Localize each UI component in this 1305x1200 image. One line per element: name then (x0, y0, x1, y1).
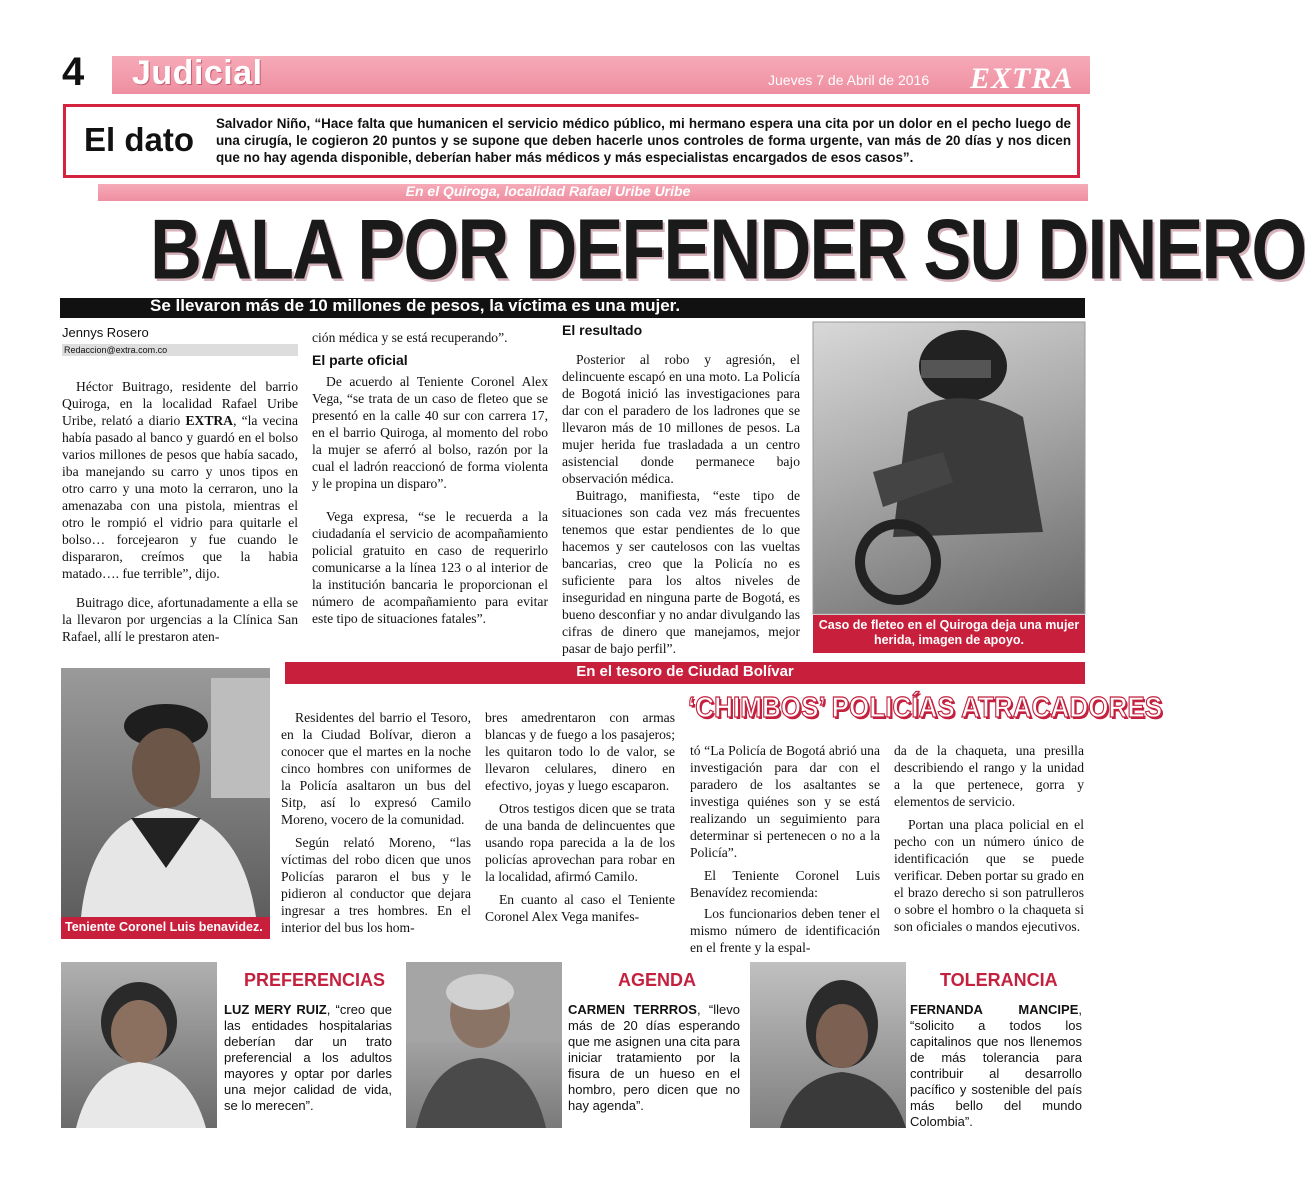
story2-column-1 (281, 709, 471, 948)
subheading: El resultado (562, 322, 643, 338)
opinion-text-2 (568, 1002, 740, 1114)
police-officer-image (61, 668, 270, 917)
opinion-photo-1 (61, 962, 217, 1128)
paragraph: Vega expresa, “se le recuerda a la ciudadanía el servicio de acompañamiento policial gratuito en caso de requerirlo comunicarse a la línea 123 o al interior de la institución bancaria le proporcionan el número de acompañamiento para evitar este tipo de situaciones fatales”. (312, 509, 548, 626)
extra-logo (970, 62, 1082, 95)
opinion-quote: , “llevo más de 20 días esperando que me asignen una cita para iniciar tratamiento por la fisura de un hueso en el hombro, pero dicen que no hay agenda”. (568, 1002, 740, 1113)
story1-photo (813, 322, 1085, 614)
story1-photo-caption: Caso de fleteo en el Quiroga deja una mujer herida, imagen de apoyo. (813, 615, 1085, 653)
page-number: 4 (62, 50, 85, 94)
paragraph: tó “La Policía de Bogotá abrió una investigación para dar con el paradero de los asaltantes se investiga quiénes son y se está realizando un seguimiento para determinar si pertenecen o no a la Policía”. (690, 743, 880, 860)
story2-kicker: En el tesoro de Ciudad Bolívar (576, 663, 794, 680)
paragraph: El Teniente Coronel Luis Benavídez recomienda: (690, 868, 880, 900)
opinion-title-2: AGENDA (618, 970, 697, 990)
opinion-quote: , “creo que las entidades hospitalarias deberían dar un trato preferencial a los adultos mayores y optar por darles una mejor calidad de vida, se lo merecen”. (224, 1002, 392, 1113)
opinion-photo-3 (750, 962, 906, 1128)
el-dato-box (63, 104, 1080, 178)
opinion-name: LUZ MERY RUIZ (224, 1002, 327, 1017)
paragraph: Portan una placa policial en el pecho con un número único de identificación que se puede verificar. Deben portar su grado en el brazo derecho si son patrulleros o sobre el hombro o la chaqueta si son oficiales o mandos ejecutivos. (894, 817, 1084, 934)
opinion-title-3: TOLERANCIA (940, 970, 1058, 990)
opinion-text-1 (224, 1002, 392, 1114)
paragraph: De acuerdo al Teniente Coronel Alex Vega, “se trata de un caso de fleteo que se presentó en la calle 40 sur con carrera 17, en el barrio Quiroga, al momento del robo la mujer se aferró al bolso, razón por la cual el ladrón reaccionó de forma violenta y le propina un disparo”. (312, 374, 548, 491)
story1-headline: BALA POR DEFENDER SU DINERO (150, 203, 1305, 298)
el-dato-label: El dato (84, 121, 195, 158)
opinion-title-1: PREFERENCIAS (244, 970, 386, 990)
opinion-quote: , “solicito a todos los capitalinos que nos llenemos de más tolerancia para contribuir al desarrollo pacífico y sostenible del país más bello del mundo Colombia”. (910, 1002, 1082, 1129)
author-name: Jennys Rosero (62, 325, 149, 340)
opinion-name: CARMEN TERRROS (568, 1002, 697, 1017)
story1-column-2 (312, 329, 548, 639)
text-run: Héctor Buitrago, residente del barrio Quiroga, en la localidad Rafael Uribe Uribe, relató a diario (62, 379, 298, 428)
opinion-photo-2 (406, 962, 562, 1128)
paragraph: Otros testigos dicen que se trata de una banda de delincuentes que usando ropa parecida a la de los policías aprovechan para robar en la localidad, afirmó Camilo. (485, 801, 675, 884)
issue-date: Jueves 7 de Abril de 2016 (768, 72, 930, 88)
story2-headline: ‘CHIMBOS’ POLICÍAS ATRACADORES (688, 692, 1163, 724)
story2-column-4 (894, 742, 1084, 947)
elderly-woman-image (406, 962, 562, 1128)
story2-column-3 (690, 742, 880, 968)
young-woman-image (750, 962, 906, 1128)
paragraph: ción médica y se está recuperando”. (312, 330, 508, 345)
story1-subhead: Se llevaron más de 10 millones de pesos, la víctima es una mujer. (150, 296, 681, 315)
woman-portrait-image (61, 962, 217, 1128)
story2-photo-caption: Teniente Coronel Luis benavidez. (61, 917, 270, 939)
paragraph: Buitrago dice, afortunadamente a ella se la llevaron por urgencias a la Clínica San Rafael, allí le prestaron aten- (62, 595, 298, 644)
paragraph: Buitrago, manifiesta, “este tipo de situaciones son cada vez más frecuentes tenemos que estar pendientes de lo que hacemos y ser cautelosos con las vueltas bancarias, creo que la Policía no es suficiente para los altos niveles de inseguridad en ninguna parte de Bogotá, es bueno desconfiar y no andar divulgando las cifras de dinero que manejamos, mejor pasar de bajo perfil”. (562, 488, 800, 656)
story2-column-2 (485, 709, 675, 937)
opinion-name: FERNANDA MANCIPE (910, 1002, 1079, 1017)
story1-kicker: En el Quiroga, localidad Rafael Uribe Uribe (405, 183, 691, 199)
story2-photo (61, 668, 270, 917)
text-run-bold: EXTRA (185, 413, 234, 428)
paragraph: En cuanto al caso el Teniente Coronel Alex Vega manifes- (485, 892, 675, 924)
section-title: Judicial (132, 54, 263, 92)
story1-column-1 (62, 378, 298, 657)
paragraph (62, 378, 298, 582)
author-email: Redaccion@extra.com.co (62, 344, 298, 356)
logo-text: EXTRA (970, 62, 1074, 95)
text-run: , “la vecina había pasado al banco y guardó en el bolso varios millones de pesos que había sacado, iba manejando su carro y unos tipos en otro carro y una moto la cerraron, uno la amenazaba con una pistola, mientras el otro le rompió el vidrio para quitarle el bolso… forcejearon y fue cuando le dispararon, creímos que la habia matado…. fue terrible”, dijo. (62, 413, 298, 581)
page-header (62, 52, 1090, 98)
paragraph: Posterior al robo y agresión, el delincuente escapó en una moto. La Policía de Bogotá inició las investigaciones para dar con el paradero de los ladrones que se llevaron más de 10 millones de pesos. La mujer herida fue trasladada a un centro asistencial donde permanece bajo observación médica. (562, 352, 800, 486)
el-dato-text: Salvador Niño, “Hace falta que humanicen el servicio médico público, mi hermano espera una cita por un dolor en el pecho luego de una cirugía, le cogieron 20 puntos y se supone que deben hacerle unos controles de forma urgente, van más de 20 días y nos dicen que no hay agenda disponible, deberían haber más médicos y más especialistas encargados de esos casos”. (216, 116, 1071, 165)
paragraph: Los funcionarios deben tener el mismo número de identificación en el frente y la espal- (690, 906, 880, 955)
subheading: El parte oficial (312, 352, 408, 368)
story1-column-3 (562, 318, 800, 669)
opinion-text-3 (910, 1002, 1082, 1130)
paragraph: bres amedrentaron con armas blancas y de fuego a los pasajeros; les quitaron todo lo de valor, se llevaron celulares, dinero en efectivo, joyas y luego escaparon. (485, 710, 675, 793)
paragraph: Residentes del barrio el Tesoro, en la Ciudad Bolívar, dieron a conocer que el martes en la noche cinco hombres con uniformes de la Policía asaltaron un bus del Sitp, así lo expresó Camilo Moreno, vocero de la comunidad. (281, 710, 471, 827)
motorcyclist-image (813, 322, 1085, 614)
paragraph: Según relató Moreno, “las víctimas del robo dicen que unos Policías pararon el bus y le pidieron al conductor que dejara ingresar a tres hombres. En el interior del bus los hom- (281, 835, 471, 935)
paragraph: da de la chaqueta, una presilla describiendo el rango y la unidad a la que pertenece, gorra y elementos de servicio. (894, 743, 1084, 809)
